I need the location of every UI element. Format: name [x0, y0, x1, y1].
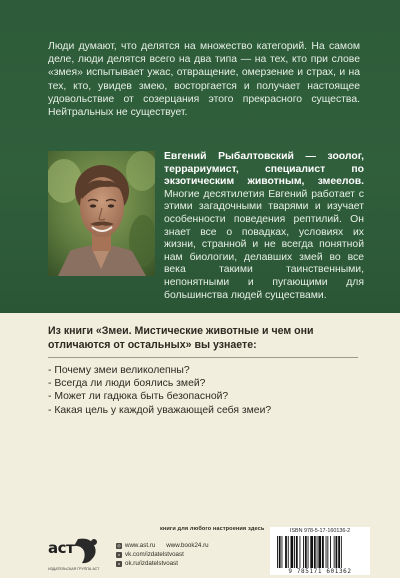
globe-icon: ◎ — [117, 542, 121, 548]
barcode-bar — [341, 536, 342, 568]
publisher-logo — [48, 537, 110, 575]
ok-icon: o — [117, 560, 121, 566]
barcode-bar — [308, 536, 309, 568]
author-photo — [48, 151, 155, 276]
site-link-book24[interactable]: www.book24.ru — [166, 542, 209, 549]
author-bio-text: Многие десятилетия Евгений работает с этими загадочными тварями и изучает особенности поведения рептилий. Он знает все о повадках, условиях их жизни, странной и не всегда понятной нам биологии, делавших змей во все века такими таинственными, непонятными и пугающими для большинства людей существами. — [164, 188, 364, 301]
barcode-bar — [310, 536, 313, 568]
website-row — [116, 541, 256, 550]
list-item: - Всегда ли люди боялись змей? — [48, 378, 206, 390]
author-portrait-image — [48, 151, 155, 276]
isbn-label: ISBN 978-5-17-160136-2 — [289, 528, 351, 534]
barcode-bar — [305, 536, 307, 568]
barcode-bar — [285, 536, 287, 568]
list-item: - Может ли гадюка быть безопасной? — [48, 391, 229, 403]
ok-row — [116, 559, 256, 568]
barcode-image — [276, 536, 364, 568]
vk-icon: v — [118, 551, 120, 557]
barcode-bar — [330, 536, 331, 568]
publisher-links — [116, 541, 256, 568]
barcode-bar — [326, 536, 327, 568]
vk-row — [116, 550, 256, 559]
learn-list — [48, 364, 368, 417]
barcode-bar — [336, 536, 338, 568]
site-link-ast[interactable]: www.ast.ru — [125, 542, 156, 549]
barcode-bar — [317, 536, 318, 568]
ok-link[interactable]: ok.ru/izdatelstvoast — [125, 560, 178, 567]
list-item: - Почему змеи великолепны? — [48, 365, 190, 376]
barcode-bar — [303, 536, 304, 568]
barcode-bar — [282, 536, 283, 568]
author-bio — [164, 151, 364, 302]
learn-title: Из книги «Змеи. Мистические животные и чем они отличаются от остальных» вы узнаете: — [48, 325, 314, 351]
barcode-bar — [322, 536, 324, 568]
vk-link[interactable]: vk.com/izdatelstvoast — [125, 551, 184, 558]
barcode-bar — [338, 536, 340, 568]
barcode-bar — [318, 536, 321, 568]
barcode-bar — [296, 536, 298, 568]
barcode-bar — [279, 536, 281, 568]
author-bio-bold: Евгений Рыбалтовский — зоолог, террариумист, специалист по экзотическим животным, змеелов. — [164, 151, 364, 188]
barcode-number: 9 785171 601362 — [288, 568, 352, 575]
logo-subtitle: ИЗДАТЕЛЬСКАЯ ГРУППА АСТ — [48, 567, 100, 571]
intro-paragraph: Люди думают, что делятся на множество категорий. На самом деле, люди делятся всего на два типа — на тех, кто при слове «змея» испытывает ужас, отвращение, омерзение и страх, и на тех, кто, увидев змею, восторгается и получает настоящее удовольствие от созерцания этого прекрасного существа. Нейтральных не существует. — [48, 41, 360, 119]
isbn-barcode-block — [270, 527, 370, 575]
logo-wordmark: аст — [48, 539, 75, 557]
barcode-bar — [300, 536, 301, 568]
list-item: - Какая цель у каждой уважающей себя змеи? — [48, 404, 272, 416]
barcode-bar — [334, 536, 335, 568]
barcode-bar — [327, 536, 328, 568]
barcode-bar — [314, 536, 316, 568]
barcode-bar — [288, 536, 289, 568]
publisher-tagline: книги для любого настроения здесь — [160, 526, 265, 532]
barcode-bar — [294, 536, 295, 568]
barcode-bar — [277, 536, 278, 568]
barcode-bar — [291, 536, 294, 568]
divider — [48, 357, 358, 358]
